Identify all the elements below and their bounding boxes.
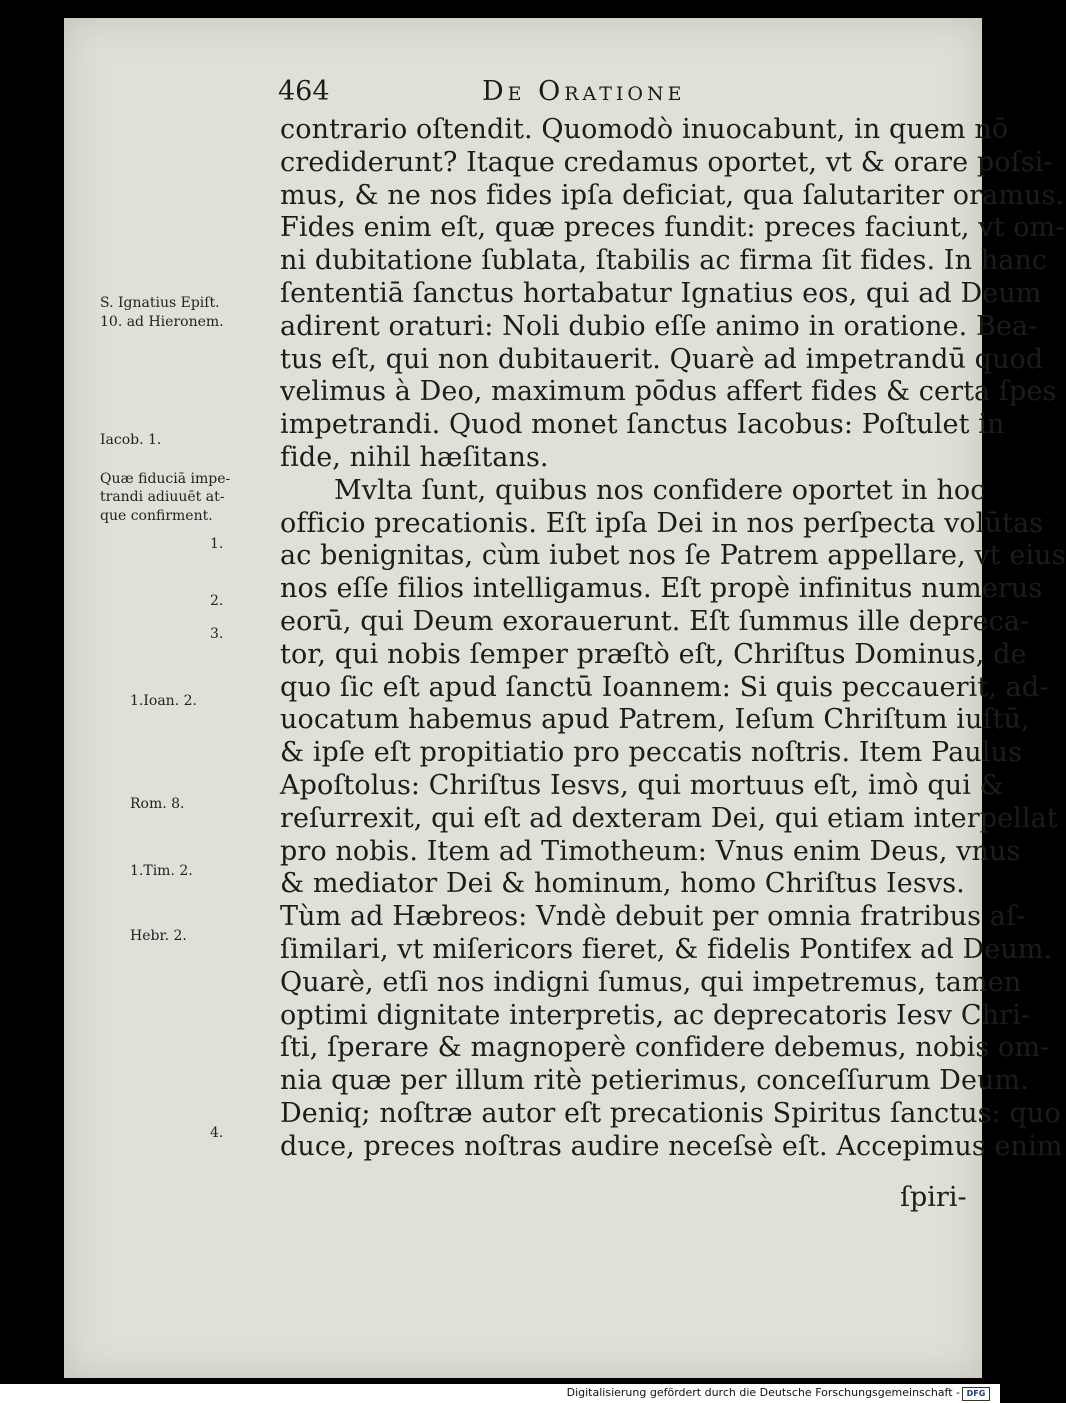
text-line: contrario oſtendit. Quomodò inuocabunt, in quem nō	[280, 114, 1009, 145]
margin-note: Quæ fiduciā impe-	[100, 471, 231, 487]
running-title: De Oratione	[482, 76, 686, 107]
text-line: ſententiā ſanctus hortabatur Ignatius eos, qui ad Deum	[280, 278, 1042, 309]
text-line: & ipſe eſt propitiatio pro peccatis noſtris. Item Paulus	[280, 737, 1022, 769]
text-line: ni dubitatione ſublata, ſtabilis ac firma ſit fides. In hanc	[280, 245, 1048, 277]
margin-note: Iacob. 1.	[100, 432, 162, 448]
margin-note: S. Ignatius Epiſt.	[100, 295, 220, 311]
text-line: impetrandi. Quod monet ſanctus Iacobus: Poſtulet in	[280, 409, 1005, 441]
text-line: velimus à Deo, maximum pōdus affert fides & certa ſpes	[280, 376, 1057, 408]
margin-note: 3.	[210, 626, 224, 642]
page-header	[64, 76, 982, 116]
text-line: tor, qui nobis ſemper præſtò eſt, Chriſtus Dominus, de	[280, 638, 1027, 670]
scanned-page	[64, 18, 1066, 1378]
text-line: Deniq; noſtræ autor eſt precationis Spiritus ſanctus: quo	[280, 1098, 1061, 1129]
text-line: duce, preces noſtras audire neceſsè eſt. Accepimus enim	[280, 1130, 1063, 1162]
text-line: tus eſt, qui non dubitauerit. Quarè ad impetrandū quod	[280, 343, 1044, 375]
text-line: ac benignitas, cùm iubet nos ſe Patrem appellare, vt eius	[280, 540, 1066, 572]
text-line: nia quæ per illum ritè petierimus, conceſſurum Deum.	[280, 1065, 1029, 1097]
text-line: nos eſſe filios intelligamus. Eſt propè infinitus numerus	[280, 573, 1043, 605]
text-line: pro nobis. Item ad Timotheum: Vnus enim Deus, vnus	[280, 835, 1021, 867]
margin-note: 1.Ioan. 2.	[130, 693, 197, 709]
margin-note: Hebr. 2.	[130, 928, 187, 944]
margin-note: Rom. 8.	[130, 796, 185, 812]
text-line: uocatum habemus apud Patrem, Ieſum Chriſtum iuſtū,	[280, 704, 1030, 736]
footer-credit: Digitalisierung gefördert durch die Deutsche Forschungsgemeinschaft -	[566, 1386, 960, 1399]
margin-note: 1.	[210, 536, 224, 552]
text-line: Tùm ad Hæbreos: Vndè debuit per omnia fratribus aſ-	[280, 901, 1026, 933]
margin-note: 10. ad Hieronem.	[100, 314, 224, 330]
text-line: fide, nihil hæſitans.	[280, 442, 549, 473]
margin-note: 4.	[210, 1125, 224, 1141]
text-line: adirent oraturi: Noli dubio eſſe animo in oratione. Bea-	[280, 310, 1038, 342]
text-line: Quarè, etſi nos indigni ſumus, qui impetremus, tamen	[280, 966, 1022, 998]
text-line: Mvlta ſunt, quibus nos confidere oportet in hoc	[334, 474, 986, 506]
text-line: ſti, ſperare & magnoperè confidere debemus, nobis om-	[280, 1032, 1050, 1064]
margin-note: 2.	[210, 593, 224, 609]
margin-note: 1.Tim. 2.	[130, 863, 193, 879]
text-line: crediderunt? Itaque credamus oportet, vt & orare poſsi-	[280, 146, 1053, 178]
footer-bar	[0, 1384, 1000, 1403]
margin-note: que confirment.	[100, 508, 213, 524]
text-line: mus, & ne nos fides ipſa deficiat, qua ſalutariter oramus.	[280, 179, 1065, 211]
text-line: ſimilari, vt miſericors fieret, & fidelis Pontifex ad Deum.	[280, 934, 1053, 965]
dfg-logo: DFG	[962, 1387, 990, 1401]
text-line: & mediator Dei & hominum, homo Chriſtus Iesvs.	[280, 868, 965, 900]
text-line: reſurrexit, qui eſt ad dexteram Dei, qui etiam interpellat	[280, 802, 1058, 834]
catchword: ſpiri-	[900, 1182, 967, 1213]
text-line: optimi dignitate interpretis, ac deprecatoris Iesv Chri-	[280, 999, 1031, 1031]
text-line: eorū, qui Deum exorauerunt. Eſt ſummus ille depreca-	[280, 606, 1030, 637]
margin-note: trandi adiuuēt at-	[100, 489, 225, 505]
text-line: Apoſtolus: Chriſtus Iesvs, qui mortuus eſt, imò qui &	[280, 770, 1004, 801]
text-line: Fides enim eſt, quæ preces fundit: preces faciunt, vt om-	[280, 212, 1065, 244]
page-number: 464	[278, 76, 330, 107]
text-line: quo ſic eſt apud ſanctū Ioannem: Si quis peccauerit, ad-	[280, 671, 1049, 703]
page-content	[64, 18, 1066, 1378]
text-line: officio precationis. Eſt ipſa Dei in nos perſpecta volūtas	[280, 507, 1044, 539]
